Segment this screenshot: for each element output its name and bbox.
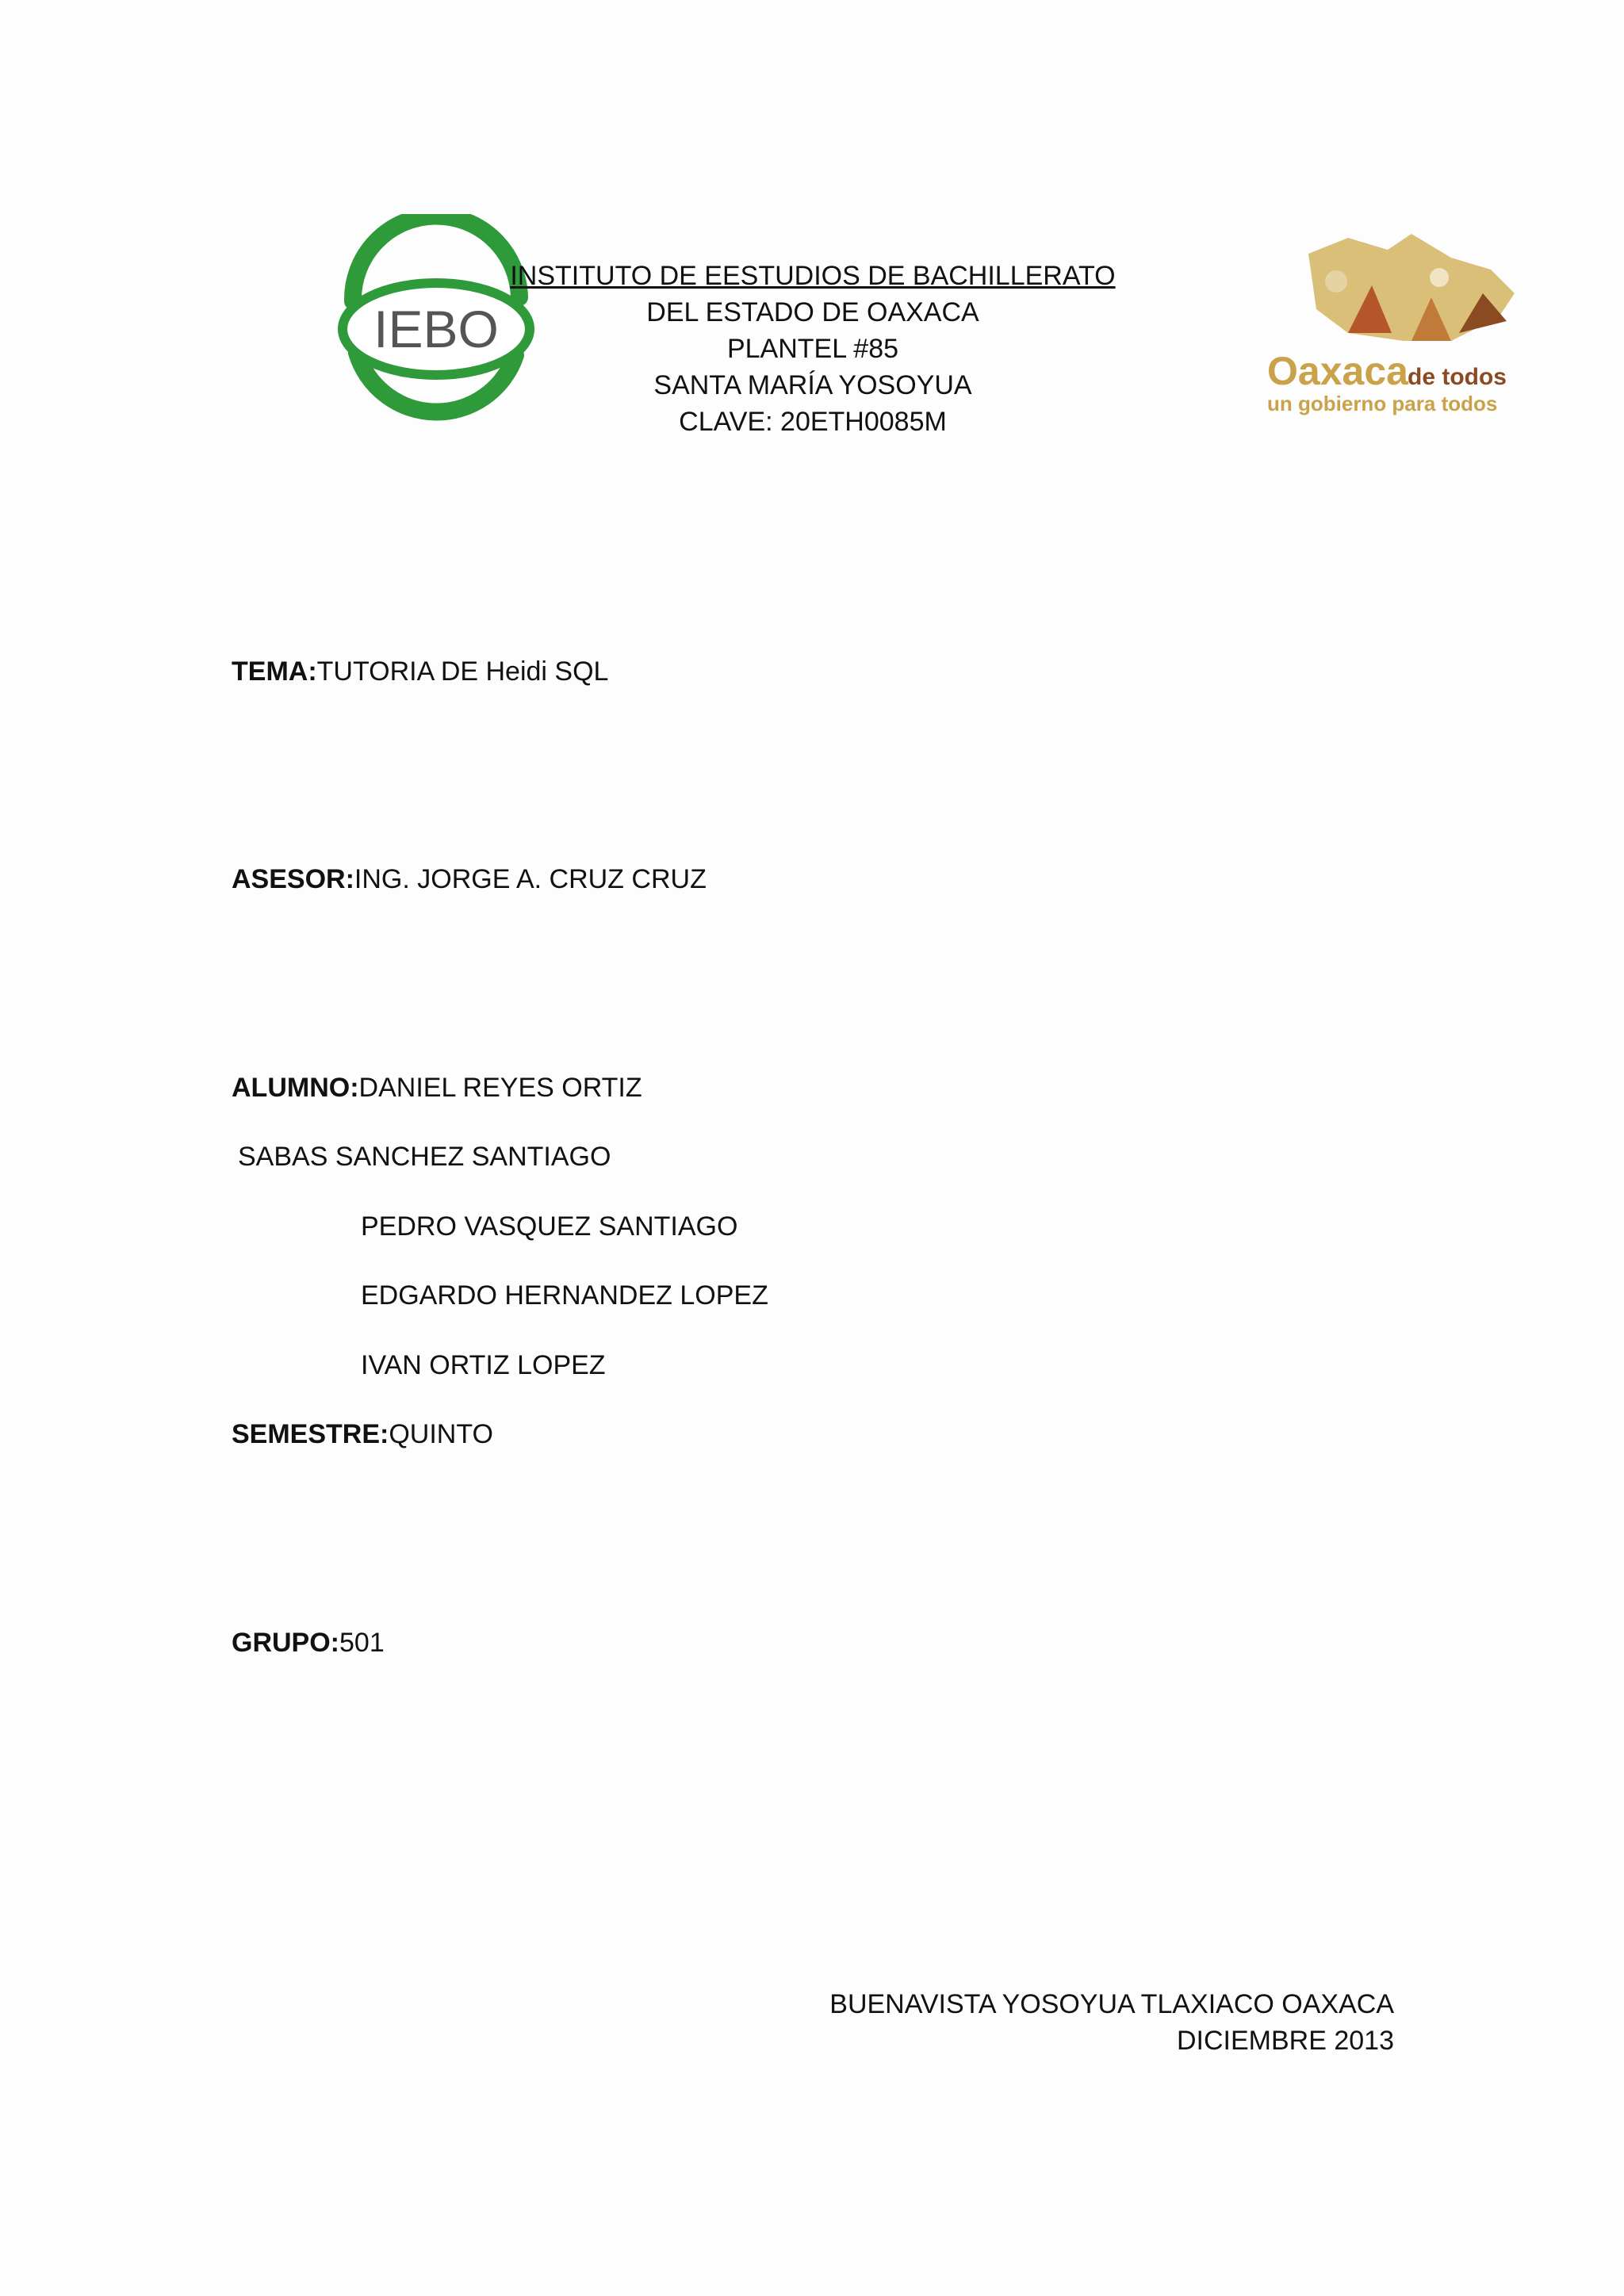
header-line-5: CLAVE: 20ETH0085M <box>679 407 947 437</box>
header-line-1: INSTITUTO DE EESTUDIOS DE BACHILLERATO <box>510 261 1116 291</box>
header-line-2: DEL ESTADO DE OAXACA <box>646 297 979 327</box>
alumno-line <box>232 1070 642 1105</box>
alumno-extra-1: SABAS SANCHEZ SANTIAGO <box>238 1142 611 1172</box>
asesor-value: ING. JORGE A. CRUZ CRUZ <box>354 864 707 894</box>
alumno-label: ALUMNO: <box>232 1073 359 1103</box>
header-line-3: PLANTEL #85 <box>726 334 899 364</box>
asesor-line <box>232 862 707 897</box>
semestre-label: SEMESTRE: <box>232 1419 389 1449</box>
alumno-value: DANIEL REYES ORTIZ <box>358 1073 642 1103</box>
tema-line <box>232 654 608 689</box>
footer-date: DICIEMBRE 2013 <box>1177 2026 1394 2056</box>
institution-header <box>476 258 1150 440</box>
footer-location: BUENAVISTA YOSOYUA TLAXIACO OAXACA <box>829 1989 1394 2019</box>
alumno-extra-3: EDGARDO HERNANDEZ LOPEZ <box>361 1280 768 1311</box>
iebo-logo-text: IEBO <box>373 300 499 358</box>
asesor-label: ASESOR: <box>232 864 354 894</box>
semestre-line <box>232 1417 493 1452</box>
semestre-value: QUINTO <box>389 1419 493 1449</box>
oaxaca-logo <box>1253 222 1546 436</box>
grupo-label: GRUPO: <box>232 1628 339 1658</box>
alumno-extra-2: PEDRO VASQUEZ SANTIAGO <box>361 1211 738 1242</box>
oaxaca-logo-subtitle: un gobierno para todos <box>1267 392 1498 415</box>
tema-label: TEMA: <box>232 656 317 687</box>
header-line-4: SANTA MARÍA YOSOYUA <box>653 370 972 400</box>
oaxaca-logo-title-suffix: de todos <box>1408 364 1507 390</box>
location-date-footer <box>829 1986 1394 2059</box>
oaxaca-logo-title: Oaxaca <box>1267 349 1408 393</box>
grupo-line <box>232 1625 385 1660</box>
alumno-extra-4: IVAN ORTIZ LOPEZ <box>361 1350 606 1380</box>
grupo-value: 501 <box>339 1628 385 1658</box>
tema-value: TUTORIA DE Heidi SQL <box>316 656 609 687</box>
